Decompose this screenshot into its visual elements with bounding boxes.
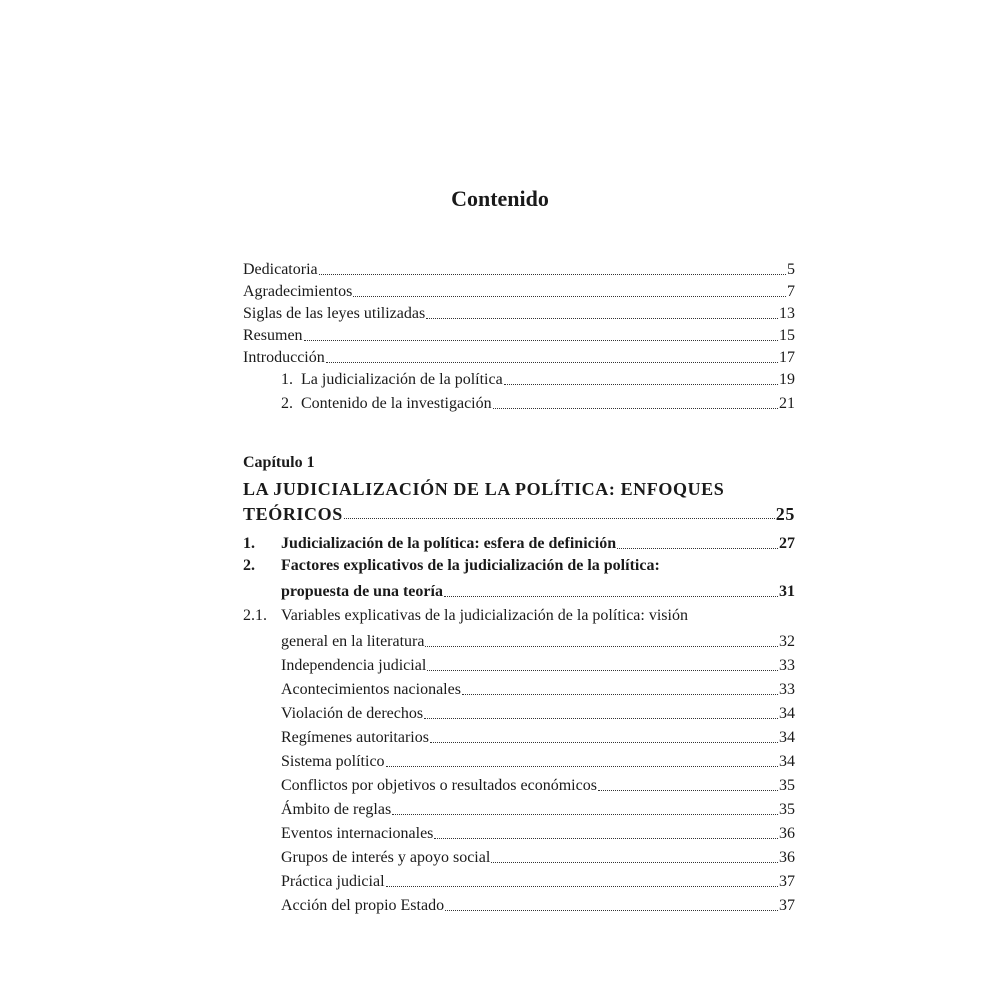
- toc-entry-variable[interactable]: [243, 676, 795, 700]
- dot-leader: [424, 718, 778, 719]
- toc-entry-label: Regímenes autoritarios: [281, 729, 429, 746]
- toc-entry-chapter-title[interactable]: [243, 502, 795, 524]
- dot-leader: [504, 384, 778, 385]
- toc-entry-subsection[interactable]: [243, 606, 795, 630]
- dot-leader: [434, 838, 778, 839]
- dot-leader: [426, 318, 778, 319]
- toc-entry-label: Agradecimientos: [243, 283, 353, 300]
- toc-entry-page: 34: [779, 729, 795, 746]
- dot-leader: [491, 862, 778, 863]
- dot-leader: [392, 814, 778, 815]
- dot-leader: [430, 742, 778, 743]
- toc-entry[interactable]: [243, 368, 795, 390]
- toc-front-matter: [243, 258, 795, 414]
- dot-leader: [304, 340, 778, 341]
- toc-entry-page: 7: [787, 283, 795, 300]
- toc-entry-page: 32: [779, 633, 795, 650]
- dot-leader: [445, 910, 778, 911]
- chapter-title-line: LA JUDICIALIZACIÓN DE LA POLÍTICA: ENFOQUES: [243, 479, 725, 499]
- toc-entry-page: 36: [779, 849, 795, 866]
- dot-leader: [344, 518, 775, 519]
- toc-entry-label: Dedicatoria: [243, 261, 318, 278]
- subsection-label: Variables explicativas de la judicialización de la política: visión: [281, 607, 688, 624]
- dot-leader: [598, 790, 778, 791]
- section-label: Judicialización de la política: esfera de definición: [281, 535, 617, 552]
- toc-entry-label: Violación de derechos: [281, 705, 424, 722]
- page-title: Contenido: [451, 186, 549, 211]
- dot-leader: [427, 670, 778, 671]
- toc-entry-label: Siglas de las leyes utilizadas: [243, 305, 426, 322]
- toc-entry-number: 2.: [281, 395, 293, 412]
- toc-entry-page: 34: [779, 753, 795, 770]
- dot-leader: [386, 766, 778, 767]
- toc-entry-page: 31: [779, 583, 795, 600]
- subsection-label: general en la literatura: [281, 633, 425, 650]
- toc-entry-label: Acción del propio Estado: [281, 897, 445, 914]
- toc-entry-label: Sistema político: [281, 753, 385, 770]
- variables-list: [243, 652, 795, 916]
- dot-leader: [462, 694, 778, 695]
- toc-entry[interactable]: [243, 258, 795, 280]
- toc-entry-label: Contenido de la investigación: [301, 395, 492, 412]
- toc-entry-label: Conflictos por objetivos o resultados económicos: [281, 777, 597, 794]
- toc-entry-variable[interactable]: [243, 868, 795, 892]
- toc-entry-variable[interactable]: [243, 700, 795, 724]
- toc-entry-section[interactable]: [243, 530, 795, 554]
- dot-leader: [353, 296, 786, 297]
- toc-entry-variable[interactable]: [243, 724, 795, 748]
- toc-entry-page: 13: [779, 305, 795, 322]
- dot-leader: [444, 596, 778, 597]
- section-number: 2.: [243, 557, 255, 574]
- toc-entry-subsection-cont[interactable]: [243, 630, 795, 652]
- toc-entry-page: 15: [779, 327, 795, 344]
- toc-entry-page: 37: [779, 897, 795, 914]
- toc-entry-page: 34: [779, 705, 795, 722]
- dot-leader: [326, 362, 778, 363]
- toc-entry-label: Eventos internacionales: [281, 825, 434, 842]
- section-number: 1.: [243, 535, 255, 552]
- toc-entry-label: Resumen: [243, 327, 303, 344]
- chapter-label: Capítulo 1: [243, 454, 315, 471]
- toc-entry-label: Práctica judicial: [281, 873, 385, 890]
- toc-entry-label: Independencia judicial: [281, 657, 427, 674]
- dot-leader: [493, 408, 778, 409]
- toc-entry-page: 33: [779, 681, 795, 698]
- toc-entry-page: 17: [779, 349, 795, 366]
- dot-leader: [386, 886, 778, 887]
- toc-entry-page: 27: [779, 535, 795, 552]
- dot-leader: [319, 274, 786, 275]
- toc-entry-variable[interactable]: [243, 844, 795, 868]
- toc-entry-variable[interactable]: [243, 772, 795, 796]
- toc-entry[interactable]: [243, 346, 795, 368]
- toc-entry-section[interactable]: [243, 556, 795, 580]
- toc-entry-page: 33: [779, 657, 795, 674]
- section-label: Factores explicativos de la judicialización de la política:: [281, 557, 660, 574]
- toc-entry-label: Acontecimientos nacionales: [281, 681, 461, 698]
- toc-entry[interactable]: [243, 302, 795, 324]
- toc-entry-variable[interactable]: [243, 796, 795, 820]
- toc-entry[interactable]: [243, 324, 795, 346]
- toc-chapter-1: [243, 453, 795, 916]
- toc-entry-label: Introducción: [243, 349, 325, 366]
- toc-entry-page: 37: [779, 873, 795, 890]
- toc-entry-page: 35: [779, 777, 795, 794]
- toc-entry-page: 19: [779, 371, 795, 388]
- chapter-title-line: TEÓRICOS: [243, 504, 343, 524]
- toc-entry[interactable]: [243, 392, 795, 414]
- toc-entry-page: 21: [779, 395, 795, 412]
- toc-entry-page: 35: [779, 801, 795, 818]
- toc-entry-page: 25: [775, 504, 795, 524]
- toc-entry-number: 1.: [281, 371, 293, 388]
- section-label: propuesta de una teoría: [281, 583, 443, 600]
- dot-leader: [425, 646, 778, 647]
- toc-entry-variable[interactable]: [243, 820, 795, 844]
- toc-entry-variable[interactable]: [243, 892, 795, 916]
- toc-entry-variable[interactable]: [243, 748, 795, 772]
- toc-entry-page: 36: [779, 825, 795, 842]
- toc-entry-variable[interactable]: [243, 652, 795, 676]
- dot-leader: [617, 548, 778, 549]
- toc-entry[interactable]: [243, 280, 795, 302]
- toc-entry-label: Grupos de interés y apoyo social: [281, 849, 491, 866]
- subsection-number: 2.1.: [243, 607, 267, 624]
- toc-entry-label: Ámbito de reglas: [281, 801, 392, 818]
- toc-entry-page: 5: [787, 261, 795, 278]
- toc-entry-label: La judicialización de la política: [301, 371, 503, 388]
- toc-entry-section-cont[interactable]: [243, 580, 795, 602]
